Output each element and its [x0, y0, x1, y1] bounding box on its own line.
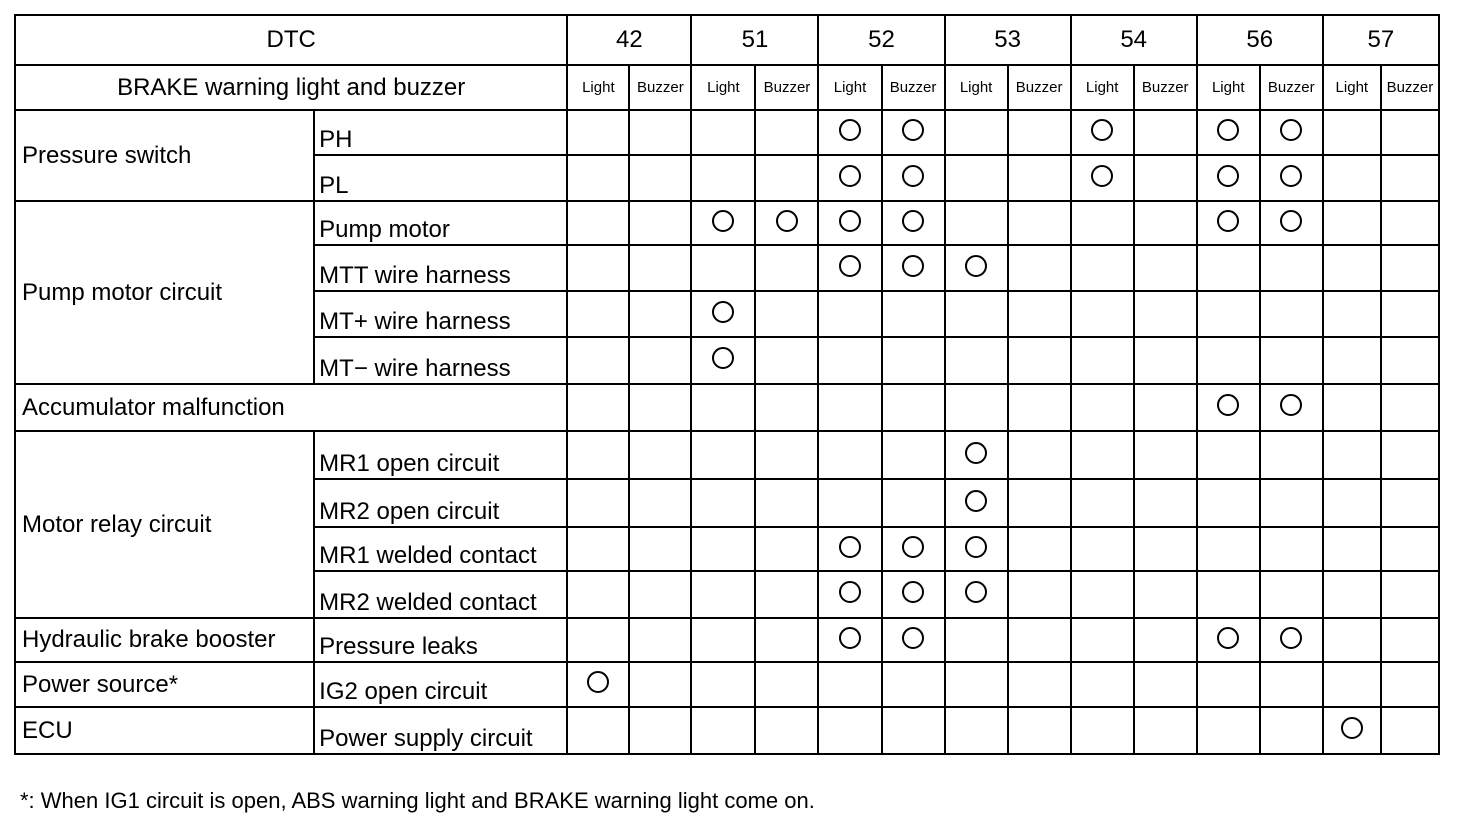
status-cell — [1323, 201, 1381, 245]
group-label: ECU — [15, 707, 314, 754]
footnote: *: When IG1 circuit is open, ABS warning light and BRAKE warning light come on. — [20, 788, 815, 813]
circle-mark-icon — [1280, 119, 1302, 141]
status-cell — [1134, 618, 1197, 662]
status-cell — [882, 707, 945, 754]
buzzer-label: Buzzer — [1260, 65, 1323, 110]
circle-mark-icon — [1217, 210, 1239, 232]
status-cell — [1134, 431, 1197, 479]
buzzer-label: Buzzer — [1008, 65, 1071, 110]
buzzer-label: Buzzer — [755, 65, 818, 110]
status-cell — [1071, 707, 1134, 754]
status-cell — [1134, 662, 1197, 707]
circle-mark-icon — [902, 255, 924, 277]
group-label: Motor relay circuit — [15, 431, 314, 618]
status-cell — [691, 707, 755, 754]
status-cell — [1260, 337, 1323, 384]
circle-mark-icon — [1217, 627, 1239, 649]
status-cell — [1008, 662, 1071, 707]
status-cell — [1197, 201, 1260, 245]
status-cell — [818, 155, 881, 201]
light-label: Light — [1071, 65, 1134, 110]
circle-mark-icon — [839, 165, 861, 187]
status-cell — [1071, 571, 1134, 618]
status-cell — [1197, 245, 1260, 291]
status-cell — [1260, 527, 1323, 571]
status-cell — [1071, 201, 1134, 245]
status-cell — [1381, 527, 1439, 571]
table-row — [15, 662, 1439, 707]
table-row — [15, 707, 1439, 754]
status-cell — [691, 527, 755, 571]
circle-mark-icon — [1091, 165, 1113, 187]
status-cell — [1134, 291, 1197, 337]
status-cell — [1008, 110, 1071, 155]
status-cell — [629, 337, 691, 384]
status-cell — [629, 479, 691, 527]
status-cell — [629, 662, 691, 707]
status-cell — [1323, 571, 1381, 618]
status-cell — [629, 431, 691, 479]
status-cell — [1197, 291, 1260, 337]
status-cell — [818, 707, 881, 754]
status-cell — [1071, 431, 1134, 479]
status-cell — [1381, 707, 1439, 754]
circle-mark-icon — [1217, 394, 1239, 416]
status-cell — [1134, 571, 1197, 618]
item-label: PH — [314, 110, 567, 155]
status-cell — [1071, 155, 1134, 201]
status-cell — [567, 384, 629, 431]
status-cell — [567, 337, 629, 384]
dtc-code: 51 — [691, 15, 818, 65]
circle-mark-icon — [965, 490, 987, 512]
status-cell — [1008, 291, 1071, 337]
status-cell — [818, 527, 881, 571]
status-cell — [1381, 110, 1439, 155]
light-label: Light — [945, 65, 1008, 110]
status-cell — [945, 479, 1008, 527]
circle-mark-icon — [839, 210, 861, 232]
status-cell — [1260, 479, 1323, 527]
status-cell — [1008, 479, 1071, 527]
circle-mark-icon — [587, 671, 609, 693]
item-label: MR1 welded contact — [314, 527, 567, 571]
status-cell — [629, 384, 691, 431]
status-cell — [882, 431, 945, 479]
status-cell — [1134, 527, 1197, 571]
status-cell — [882, 291, 945, 337]
status-cell — [1323, 527, 1381, 571]
status-cell — [1260, 384, 1323, 431]
circle-mark-icon — [902, 210, 924, 232]
circle-mark-icon — [1280, 394, 1302, 416]
status-cell — [1260, 155, 1323, 201]
status-cell — [1008, 431, 1071, 479]
circle-mark-icon — [965, 581, 987, 603]
status-cell — [945, 245, 1008, 291]
status-cell — [882, 384, 945, 431]
status-cell — [1134, 201, 1197, 245]
status-cell — [1260, 245, 1323, 291]
status-cell — [691, 201, 755, 245]
status-cell — [629, 571, 691, 618]
group-label: Pump motor circuit — [15, 201, 314, 384]
status-cell — [818, 245, 881, 291]
status-cell — [691, 571, 755, 618]
status-cell — [1323, 245, 1381, 291]
status-cell — [1071, 110, 1134, 155]
status-cell — [1260, 291, 1323, 337]
status-cell — [818, 662, 881, 707]
circle-mark-icon — [902, 581, 924, 603]
light-label: Light — [691, 65, 755, 110]
group-label: Hydraulic brake booster — [15, 618, 314, 662]
status-cell — [1008, 245, 1071, 291]
item-label: MR1 open circuit — [314, 431, 567, 479]
brake-label: BRAKE warning light and buzzer — [15, 65, 567, 110]
dtc-code: 54 — [1071, 15, 1197, 65]
status-cell — [945, 527, 1008, 571]
circle-mark-icon — [1091, 119, 1113, 141]
status-cell — [1071, 479, 1134, 527]
item-label: Power supply circuit — [314, 707, 567, 754]
status-cell — [882, 155, 945, 201]
status-cell — [629, 527, 691, 571]
status-cell — [1008, 618, 1071, 662]
header-row-dtc — [15, 15, 1439, 65]
circle-mark-icon — [965, 442, 987, 464]
status-cell — [1381, 662, 1439, 707]
dtc-table — [14, 14, 1440, 755]
status-cell — [818, 431, 881, 479]
status-cell — [1197, 662, 1260, 707]
status-cell — [755, 571, 818, 618]
status-cell — [755, 618, 818, 662]
table-row — [15, 384, 1439, 431]
status-cell — [945, 337, 1008, 384]
status-cell — [1260, 110, 1323, 155]
status-cell — [691, 155, 755, 201]
buzzer-label: Buzzer — [882, 65, 945, 110]
item-label: MR2 welded contact — [314, 571, 567, 618]
status-cell — [755, 110, 818, 155]
group-label: Power source* — [15, 662, 314, 707]
item-label: MT− wire harness — [314, 337, 567, 384]
status-cell — [1323, 155, 1381, 201]
status-cell — [1260, 571, 1323, 618]
light-label: Light — [1197, 65, 1260, 110]
status-cell — [818, 291, 881, 337]
circle-mark-icon — [902, 165, 924, 187]
status-cell — [567, 431, 629, 479]
status-cell — [882, 110, 945, 155]
item-label: PL — [314, 155, 567, 201]
status-cell — [882, 479, 945, 527]
status-cell — [1323, 431, 1381, 479]
status-cell — [1197, 618, 1260, 662]
status-cell — [755, 479, 818, 527]
status-cell — [629, 110, 691, 155]
item-label: Pressure leaks — [314, 618, 567, 662]
status-cell — [1197, 337, 1260, 384]
status-cell — [1008, 201, 1071, 245]
circle-mark-icon — [1280, 210, 1302, 232]
circle-mark-icon — [839, 627, 861, 649]
circle-mark-icon — [839, 536, 861, 558]
item-label: MT+ wire harness — [314, 291, 567, 337]
status-cell — [818, 479, 881, 527]
status-cell — [818, 337, 881, 384]
status-cell — [629, 245, 691, 291]
status-cell — [567, 201, 629, 245]
status-cell — [567, 662, 629, 707]
status-cell — [882, 662, 945, 707]
status-cell — [1071, 618, 1134, 662]
status-cell — [882, 527, 945, 571]
status-cell — [1008, 527, 1071, 571]
buzzer-label: Buzzer — [629, 65, 691, 110]
status-cell — [629, 291, 691, 337]
status-cell — [1197, 527, 1260, 571]
status-cell — [945, 384, 1008, 431]
status-cell — [691, 431, 755, 479]
status-cell — [1071, 662, 1134, 707]
circle-mark-icon — [902, 119, 924, 141]
status-cell — [1323, 707, 1381, 754]
circle-mark-icon — [902, 627, 924, 649]
light-label: Light — [818, 65, 881, 110]
circle-mark-icon — [712, 210, 734, 232]
circle-mark-icon — [1217, 119, 1239, 141]
circle-mark-icon — [965, 255, 987, 277]
status-cell — [1197, 431, 1260, 479]
status-cell — [1197, 479, 1260, 527]
status-cell — [1197, 707, 1260, 754]
light-label: Light — [1323, 65, 1381, 110]
status-cell — [945, 201, 1008, 245]
dtc-code: 52 — [818, 15, 944, 65]
circle-mark-icon — [839, 581, 861, 603]
status-cell — [818, 110, 881, 155]
status-cell — [691, 479, 755, 527]
status-cell — [567, 291, 629, 337]
status-cell — [882, 337, 945, 384]
status-cell — [1381, 479, 1439, 527]
status-cell — [755, 527, 818, 571]
status-cell — [882, 571, 945, 618]
status-cell — [1134, 479, 1197, 527]
dtc-code: 57 — [1323, 15, 1439, 65]
status-cell — [1323, 110, 1381, 155]
status-cell — [629, 707, 691, 754]
circle-mark-icon — [965, 536, 987, 558]
circle-mark-icon — [1280, 627, 1302, 649]
status-cell — [1323, 291, 1381, 337]
status-cell — [882, 618, 945, 662]
status-cell — [1260, 431, 1323, 479]
status-cell — [945, 618, 1008, 662]
status-cell — [1381, 155, 1439, 201]
status-cell — [567, 479, 629, 527]
status-cell — [1381, 431, 1439, 479]
status-cell — [1260, 618, 1323, 662]
status-cell — [567, 110, 629, 155]
group-label: Pressure switch — [15, 110, 314, 201]
status-cell — [567, 527, 629, 571]
header-row-brake — [15, 65, 1439, 110]
table-row — [15, 431, 1439, 479]
status-cell — [691, 245, 755, 291]
status-cell — [1260, 201, 1323, 245]
status-cell — [945, 431, 1008, 479]
group-label: Accumulator malfunction — [15, 384, 567, 431]
status-cell — [1134, 384, 1197, 431]
status-cell — [1071, 384, 1134, 431]
status-cell — [945, 110, 1008, 155]
status-cell — [691, 618, 755, 662]
status-cell — [755, 384, 818, 431]
status-cell — [818, 571, 881, 618]
status-cell — [1071, 337, 1134, 384]
status-cell — [755, 155, 818, 201]
circle-mark-icon — [902, 536, 924, 558]
status-cell — [755, 201, 818, 245]
item-label: MR2 open circuit — [314, 479, 567, 527]
status-cell — [567, 618, 629, 662]
status-cell — [882, 245, 945, 291]
status-cell — [1381, 337, 1439, 384]
status-cell — [945, 707, 1008, 754]
status-cell — [1381, 201, 1439, 245]
status-cell — [567, 571, 629, 618]
status-cell — [1071, 291, 1134, 337]
status-cell — [755, 337, 818, 384]
status-cell — [945, 571, 1008, 618]
dtc-code: 56 — [1197, 15, 1323, 65]
status-cell — [1197, 571, 1260, 618]
status-cell — [1323, 618, 1381, 662]
status-cell — [1323, 384, 1381, 431]
status-cell — [1008, 155, 1071, 201]
status-cell — [1381, 291, 1439, 337]
dtc-code: 42 — [567, 15, 691, 65]
status-cell — [1381, 571, 1439, 618]
dtc-code: 53 — [945, 15, 1071, 65]
status-cell — [1381, 245, 1439, 291]
status-cell — [1197, 384, 1260, 431]
status-cell — [1381, 618, 1439, 662]
status-cell — [1260, 707, 1323, 754]
status-cell — [945, 662, 1008, 707]
buzzer-label: Buzzer — [1134, 65, 1197, 110]
status-cell — [1071, 527, 1134, 571]
status-cell — [1134, 155, 1197, 201]
status-cell — [1008, 707, 1071, 754]
status-cell — [1197, 110, 1260, 155]
circle-mark-icon — [1341, 717, 1363, 739]
status-cell — [755, 707, 818, 754]
status-cell — [1008, 384, 1071, 431]
status-cell — [818, 201, 881, 245]
status-cell — [1071, 245, 1134, 291]
status-cell — [755, 662, 818, 707]
status-cell — [818, 384, 881, 431]
status-cell — [945, 155, 1008, 201]
status-cell — [691, 110, 755, 155]
status-cell — [1008, 571, 1071, 618]
status-cell — [691, 337, 755, 384]
circle-mark-icon — [1217, 165, 1239, 187]
status-cell — [629, 201, 691, 245]
circle-mark-icon — [839, 119, 861, 141]
status-cell — [629, 618, 691, 662]
status-cell — [1134, 245, 1197, 291]
circle-mark-icon — [1280, 165, 1302, 187]
status-cell — [1381, 384, 1439, 431]
table-row — [15, 110, 1439, 155]
status-cell — [945, 291, 1008, 337]
status-cell — [1134, 707, 1197, 754]
status-cell — [1260, 662, 1323, 707]
circle-mark-icon — [776, 210, 798, 232]
circle-mark-icon — [712, 347, 734, 369]
dtc-label: DTC — [15, 15, 567, 65]
circle-mark-icon — [712, 301, 734, 323]
status-cell — [1323, 662, 1381, 707]
status-cell — [1197, 155, 1260, 201]
status-cell — [1134, 337, 1197, 384]
status-cell — [1323, 479, 1381, 527]
status-cell — [691, 662, 755, 707]
status-cell — [1134, 110, 1197, 155]
status-cell — [567, 155, 629, 201]
item-label: MTT wire harness — [314, 245, 567, 291]
table-row — [15, 618, 1439, 662]
status-cell — [567, 245, 629, 291]
status-cell — [1008, 337, 1071, 384]
circle-mark-icon — [839, 255, 861, 277]
buzzer-label: Buzzer — [1381, 65, 1439, 110]
status-cell — [755, 431, 818, 479]
status-cell — [691, 291, 755, 337]
status-cell — [755, 245, 818, 291]
status-cell — [629, 155, 691, 201]
light-label: Light — [567, 65, 629, 110]
status-cell — [691, 384, 755, 431]
status-cell — [818, 618, 881, 662]
table-row — [15, 201, 1439, 245]
status-cell — [882, 201, 945, 245]
status-cell — [567, 707, 629, 754]
status-cell — [755, 291, 818, 337]
status-cell — [1323, 337, 1381, 384]
item-label: Pump motor — [314, 201, 567, 245]
item-label: IG2 open circuit — [314, 662, 567, 707]
